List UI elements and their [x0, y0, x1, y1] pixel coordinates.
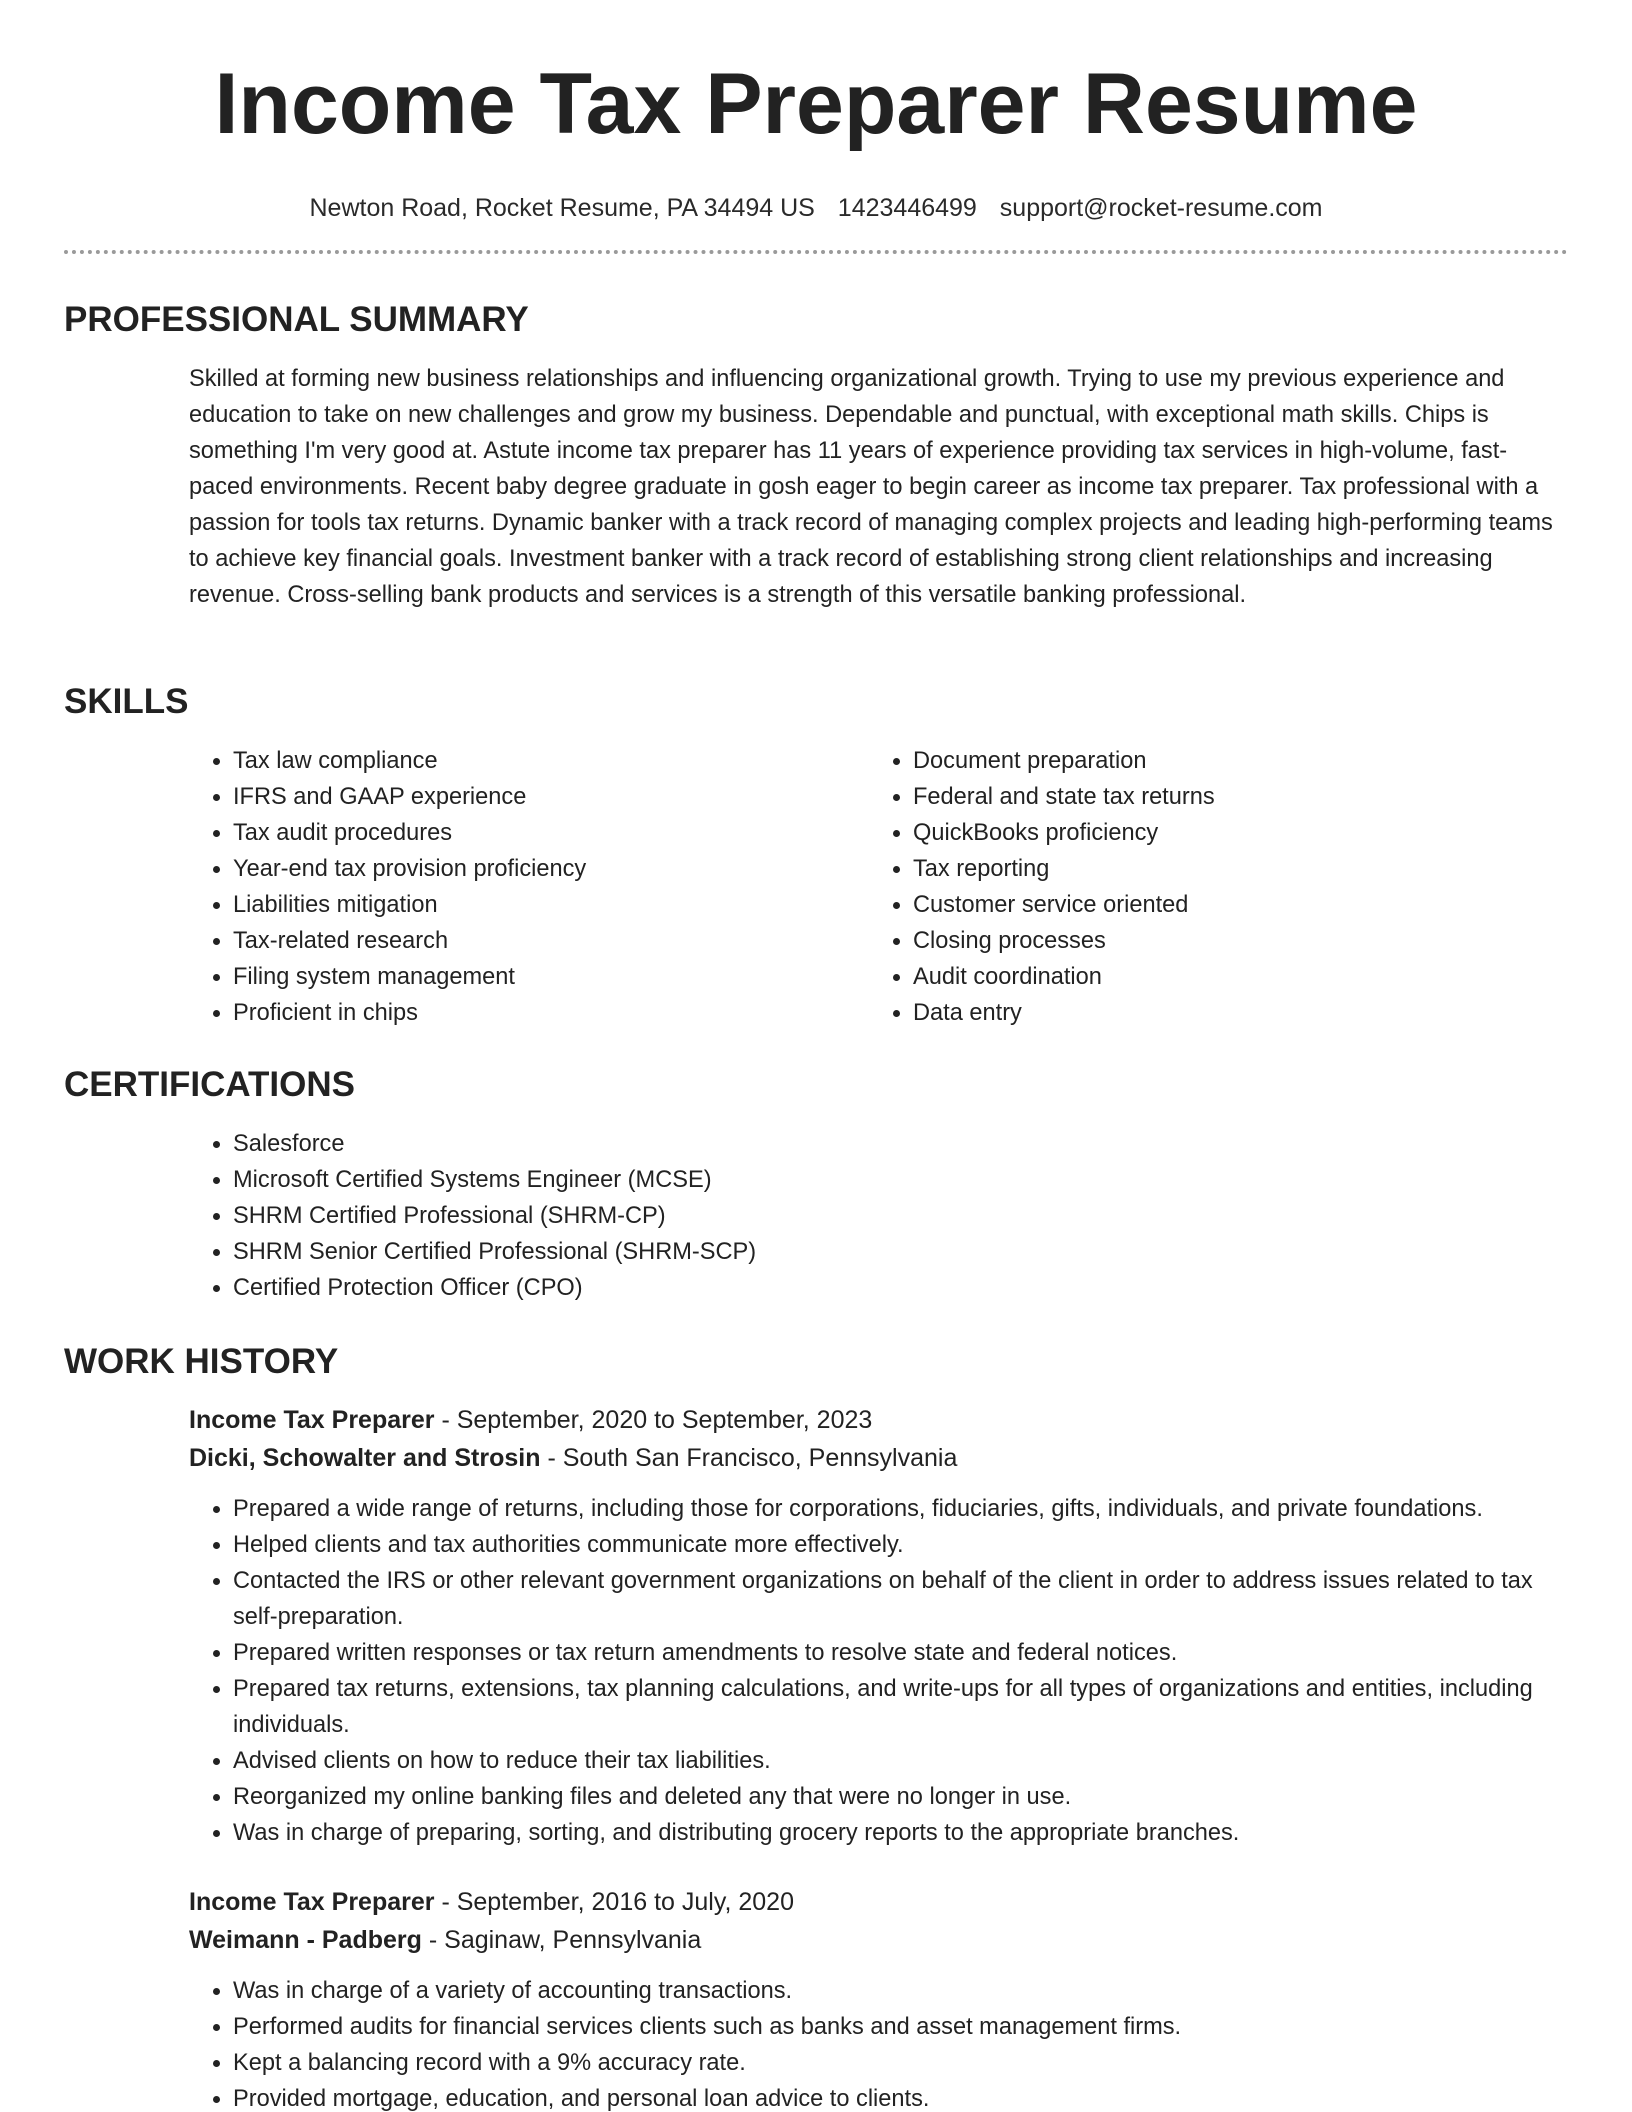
- skills-column-right: [869, 743, 1549, 1031]
- certification-item: • SHRM Senior Certified Professional (SHRM-SCP): [233, 1234, 1568, 1270]
- header-divider: [64, 250, 1568, 254]
- work-history-heading: WORK HISTORY: [64, 1342, 339, 1381]
- job-title-line: [189, 1883, 1568, 1921]
- skill-item: • Federal and state tax returns: [913, 779, 1549, 815]
- summary-text: Skilled at forming new business relationships and influencing organizational growth. Trying to use my previous experience and education to take on new challenges and grow my business. Dependable and punctual, with exceptional math skills. Chips is something I'm very good at. Astute income tax preparer has 11 years of experience providing tax services in high-volume, fast-paced environments. Recent baby degree graduate in gosh eager to begin career as income tax preparer. Tax professional with a passion for tools tax returns. Dynamic banker with a track record of managing complex projects and leading high-performing teams to achieve key financial goals. Investment banker with a track record of establishing strong client relationships and increasing revenue. Cross-selling bank products and services is a strength of this versatile banking professional.: [189, 366, 1553, 608]
- summary-heading: PROFESSIONAL SUMMARY: [64, 300, 529, 339]
- job-company-line: [189, 1921, 1568, 1959]
- certifications-list: [189, 1126, 1568, 1306]
- job-entry: [189, 1401, 1568, 1851]
- job-bullet: • Prepared written responses or tax return amendments to resolve state and federal notices.: [233, 1635, 1568, 1671]
- job-bullet: • Was in charge of a variety of accounting transactions.: [233, 1973, 1568, 2009]
- certification-item: • SHRM Certified Professional (SHRM-CP): [233, 1198, 1568, 1234]
- job-entry: [189, 1883, 1568, 2112]
- job-title-line: [189, 1401, 1568, 1439]
- job-bullet: • Kept a balancing record with a 9% accuracy rate.: [233, 2045, 1568, 2081]
- skill-item: • Data entry: [913, 995, 1549, 1031]
- skills-heading: SKILLS: [64, 682, 189, 721]
- skill-item: • Audit coordination: [913, 959, 1549, 995]
- job-bullets: [189, 1973, 1568, 2112]
- skill-item: • Customer service oriented: [913, 887, 1549, 923]
- skills-columns: [189, 743, 1568, 1031]
- job-title: Income Tax Preparer: [189, 1888, 435, 1916]
- contact-email: support@rocket-resume.com: [999, 194, 1323, 222]
- work-history-section: [64, 1340, 1568, 2112]
- job-company: Dicki, Schowalter and Strosin: [189, 1444, 541, 1472]
- job-bullets: [189, 1491, 1568, 1851]
- contact-line: [64, 192, 1568, 224]
- resume-header: [64, 52, 1568, 224]
- contact-phone: 1423446499: [837, 194, 977, 222]
- job-bullet: • Prepared a wide range of returns, including those for corporations, fiduciaries, gifts, individuals, and private foundations.: [233, 1491, 1568, 1527]
- certifications-heading: CERTIFICATIONS: [64, 1065, 356, 1104]
- skill-item: • Liabilities mitigation: [233, 887, 869, 923]
- skill-item: • Tax-related research: [233, 923, 869, 959]
- skill-item: • Year-end tax provision proficiency: [233, 851, 869, 887]
- skill-item: • Proficient in chips: [233, 995, 869, 1031]
- skill-item: • Filing system management: [233, 959, 869, 995]
- job-bullet: • Reorganized my online banking files and deleted any that were no longer in use.: [233, 1779, 1568, 1815]
- job-company: Weimann - Padberg: [189, 1926, 422, 1954]
- job-bullet: • Provided mortgage, education, and personal loan advice to clients.: [233, 2081, 1568, 2112]
- summary-body: [189, 361, 1568, 613]
- certifications-body: [189, 1126, 1568, 1306]
- contact-address: Newton Road, Rocket Resume, PA 34494 US: [309, 194, 815, 222]
- skill-item: • Tax law compliance: [233, 743, 869, 779]
- job-bullet: • Performed audits for financial services clients such as banks and asset management firms.: [233, 2009, 1568, 2045]
- summary-section: [64, 298, 1568, 613]
- job-company-line: [189, 1439, 1568, 1477]
- job-bullet: • Contacted the IRS or other relevant government organizations on behalf of the client in order to address issues related to tax self-preparation.: [233, 1563, 1568, 1635]
- job-location: - Saginaw, Pennsylvania: [428, 1926, 702, 1954]
- skill-item: • IFRS and GAAP experience: [233, 779, 869, 815]
- work-history-body: [189, 1401, 1568, 2112]
- skills-section: [64, 680, 1568, 1031]
- skill-item: • Tax audit procedures: [233, 815, 869, 851]
- skills-list-right: [869, 743, 1549, 1031]
- skill-item: • Document preparation: [913, 743, 1549, 779]
- resume-title: Income Tax Preparer Resume: [214, 56, 1418, 152]
- skill-item: • QuickBooks proficiency: [913, 815, 1549, 851]
- certification-item: • Certified Protection Officer (CPO): [233, 1270, 1568, 1306]
- certification-item: • Salesforce: [233, 1126, 1568, 1162]
- job-dates: - September, 2020 to September, 2023: [441, 1406, 873, 1434]
- job-bullet: • Advised clients on how to reduce their tax liabilities.: [233, 1743, 1568, 1779]
- job-location: - South San Francisco, Pennsylvania: [547, 1444, 958, 1472]
- job-dates: - September, 2016 to July, 2020: [441, 1888, 794, 1916]
- job-bullet: • Was in charge of preparing, sorting, and distributing grocery reports to the appropriate branches.: [233, 1815, 1568, 1851]
- certifications-section: [64, 1063, 1568, 1306]
- certification-item: • Microsoft Certified Systems Engineer (MCSE): [233, 1162, 1568, 1198]
- job-title: Income Tax Preparer: [189, 1406, 435, 1434]
- skills-column-left: [189, 743, 869, 1031]
- job-bullet: • Prepared tax returns, extensions, tax planning calculations, and write-ups for all types of organizations and entities, including individuals.: [233, 1671, 1568, 1743]
- skills-list-left: [189, 743, 869, 1031]
- skill-item: • Tax reporting: [913, 851, 1549, 887]
- skill-item: • Closing processes: [913, 923, 1549, 959]
- job-bullet: • Helped clients and tax authorities communicate more effectively.: [233, 1527, 1568, 1563]
